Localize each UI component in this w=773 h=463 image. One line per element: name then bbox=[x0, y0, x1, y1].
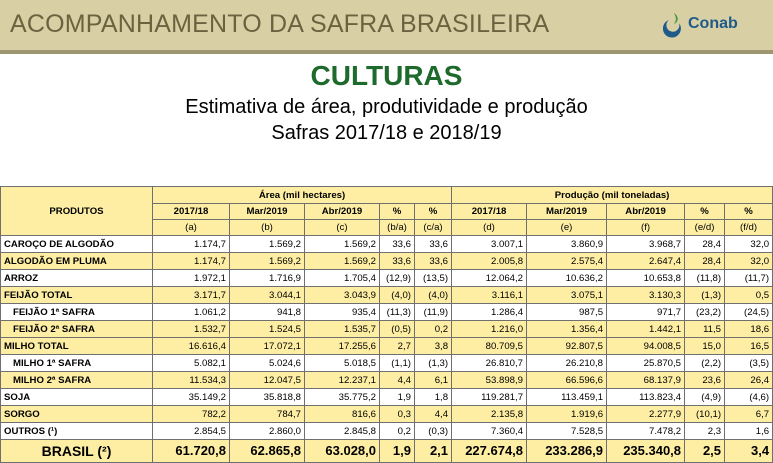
row-label: SORGO bbox=[1, 406, 153, 423]
page-heading: CULTURAS bbox=[310, 60, 463, 91]
row-label: FEIJÃO 2ª SAFRA bbox=[1, 321, 153, 338]
table-cell: 0,2 bbox=[415, 321, 452, 338]
table-cell: 935,4 bbox=[305, 304, 380, 321]
table-row bbox=[1, 253, 773, 270]
table-cell: 1.972,1 bbox=[153, 270, 230, 287]
table-cell: 10.636,2 bbox=[527, 270, 607, 287]
table-cell: 11.534,3 bbox=[153, 372, 230, 389]
table-cell: 5.082,1 bbox=[153, 355, 230, 372]
column-header: % bbox=[380, 204, 415, 220]
column-code: (f/d) bbox=[725, 220, 773, 236]
table-cell: 1.174,7 bbox=[153, 253, 230, 270]
table-cell: 10.653,8 bbox=[607, 270, 685, 287]
page-subtitle: Estimativa de área, produtividade e produção bbox=[185, 96, 588, 118]
table-row bbox=[1, 372, 773, 389]
table-row bbox=[1, 236, 773, 253]
table-cell: 16.616,4 bbox=[153, 338, 230, 355]
table-cell: (24,5) bbox=[725, 304, 773, 321]
table-cell: (1,3) bbox=[415, 355, 452, 372]
table-cell: 1,8 bbox=[415, 389, 452, 406]
table-row bbox=[1, 406, 773, 423]
table-cell: 1.216,0 bbox=[452, 321, 527, 338]
table-cell: 1.569,2 bbox=[305, 236, 380, 253]
table-cell: (11,3) bbox=[380, 304, 415, 321]
column-code: (b/a) bbox=[380, 220, 415, 236]
column-code: (d) bbox=[452, 220, 527, 236]
table-cell: 6,1 bbox=[415, 372, 452, 389]
table-cell: 33,6 bbox=[380, 253, 415, 270]
table-cell: (11,8) bbox=[685, 270, 725, 287]
header-banner bbox=[0, 0, 773, 50]
total-cell: 227.674,8 bbox=[452, 440, 527, 463]
table-cell: 113.823,4 bbox=[607, 389, 685, 406]
table-cell: 3.007,1 bbox=[452, 236, 527, 253]
table-cell: 32,0 bbox=[725, 236, 773, 253]
column-code: (b) bbox=[230, 220, 305, 236]
table-cell: 1,9 bbox=[380, 389, 415, 406]
table-cell: 3.116,1 bbox=[452, 287, 527, 304]
table-cell: 1,6 bbox=[725, 423, 773, 440]
table-cell: (10,1) bbox=[685, 406, 725, 423]
table-cell: 3.860,9 bbox=[527, 236, 607, 253]
column-header: Abr/2019 bbox=[305, 204, 380, 220]
table-cell: 3.968,7 bbox=[607, 236, 685, 253]
table-cell: 16,5 bbox=[725, 338, 773, 355]
table-cell: 784,7 bbox=[230, 406, 305, 423]
table-cell: 987,5 bbox=[527, 304, 607, 321]
row-label: OUTROS (¹) bbox=[1, 423, 153, 440]
row-label: SOJA bbox=[1, 389, 153, 406]
table-cell: 1.535,7 bbox=[305, 321, 380, 338]
table-cell: 7.478,2 bbox=[607, 423, 685, 440]
table-cell: 5.018,5 bbox=[305, 355, 380, 372]
column-code: (f) bbox=[607, 220, 685, 236]
table-cell: 3.044,1 bbox=[230, 287, 305, 304]
table-cell: 2,7 bbox=[380, 338, 415, 355]
row-label: MILHO TOTAL bbox=[1, 338, 153, 355]
total-cell: 63.028,0 bbox=[305, 440, 380, 463]
column-header: Mar/2019 bbox=[527, 204, 607, 220]
table-cell: 28,4 bbox=[685, 236, 725, 253]
table-cell: 2.845,8 bbox=[305, 423, 380, 440]
table-cell: 3.130,3 bbox=[607, 287, 685, 304]
column-code: (a) bbox=[153, 220, 230, 236]
table-cell: 1.532,7 bbox=[153, 321, 230, 338]
table-cell: 25.870,5 bbox=[607, 355, 685, 372]
row-label: ALGODÃO EM PLUMA bbox=[1, 253, 153, 270]
table-cell: 35.149,2 bbox=[153, 389, 230, 406]
conab-logo bbox=[663, 8, 763, 42]
table-cell: 18,6 bbox=[725, 321, 773, 338]
total-row bbox=[1, 440, 773, 463]
table-cell: 33,6 bbox=[380, 236, 415, 253]
table-cell: 94.008,5 bbox=[607, 338, 685, 355]
table-cell: (4,0) bbox=[380, 287, 415, 304]
table-cell: 80.709,5 bbox=[452, 338, 527, 355]
table-cell: 7.360,4 bbox=[452, 423, 527, 440]
row-label: MILHO 1ª SAFRA bbox=[1, 355, 153, 372]
products-header: PRODUTOS bbox=[1, 187, 153, 236]
total-cell: 2,1 bbox=[415, 440, 452, 463]
table-row bbox=[1, 304, 773, 321]
table-cell: 26.210,8 bbox=[527, 355, 607, 372]
table-cell: 12.064,2 bbox=[452, 270, 527, 287]
table-cell: 33,6 bbox=[415, 253, 452, 270]
table-cell: 1.919,6 bbox=[527, 406, 607, 423]
table-cell: 0,3 bbox=[380, 406, 415, 423]
row-label: FEIJÃO TOTAL bbox=[1, 287, 153, 304]
total-label: BRASIL (²) bbox=[1, 440, 153, 463]
table-cell: (0,3) bbox=[415, 423, 452, 440]
table-cell: 1.442,1 bbox=[607, 321, 685, 338]
table-cell: 941,8 bbox=[230, 304, 305, 321]
column-code: (c/a) bbox=[415, 220, 452, 236]
table-row bbox=[1, 287, 773, 304]
table-cell: 0,2 bbox=[380, 423, 415, 440]
table-cell: (11,7) bbox=[725, 270, 773, 287]
table-cell: (12,9) bbox=[380, 270, 415, 287]
table-cell: (4,9) bbox=[685, 389, 725, 406]
table-cell: 2.005,8 bbox=[452, 253, 527, 270]
table-cell: 66.596,6 bbox=[527, 372, 607, 389]
table-cell: 4,4 bbox=[380, 372, 415, 389]
column-code: (c) bbox=[305, 220, 380, 236]
column-header: Mar/2019 bbox=[230, 204, 305, 220]
table-cell: 1.356,4 bbox=[527, 321, 607, 338]
table-row bbox=[1, 270, 773, 287]
table-cell: (0,5) bbox=[380, 321, 415, 338]
table-cell: 3.043,9 bbox=[305, 287, 380, 304]
total-cell: 61.720,8 bbox=[153, 440, 230, 463]
table-cell: 3.075,1 bbox=[527, 287, 607, 304]
table-cell: 2.860,0 bbox=[230, 423, 305, 440]
area-header: Área (mil hectares) bbox=[153, 187, 452, 204]
table-cell: 3,8 bbox=[415, 338, 452, 355]
table-cell: 35.818,8 bbox=[230, 389, 305, 406]
table-cell: 15,0 bbox=[685, 338, 725, 355]
table-cell: 2.647,4 bbox=[607, 253, 685, 270]
table-cell: 1.286,4 bbox=[452, 304, 527, 321]
table-cell: 17.255,6 bbox=[305, 338, 380, 355]
table-cell: 11,5 bbox=[685, 321, 725, 338]
table-cell: 12.237,1 bbox=[305, 372, 380, 389]
table-cell: 35.775,2 bbox=[305, 389, 380, 406]
table-cell: (1,3) bbox=[685, 287, 725, 304]
table-cell: 1.569,2 bbox=[230, 236, 305, 253]
table-cell: (2,2) bbox=[685, 355, 725, 372]
table-row bbox=[1, 389, 773, 406]
table-cell: 5.024,6 bbox=[230, 355, 305, 372]
table-cell: 119.281,7 bbox=[452, 389, 527, 406]
column-header: 2017/18 bbox=[153, 204, 230, 220]
total-cell: 233.286,9 bbox=[527, 440, 607, 463]
table-cell: 6,7 bbox=[725, 406, 773, 423]
column-code: (e/d) bbox=[685, 220, 725, 236]
table-cell: 23,6 bbox=[685, 372, 725, 389]
table-cell: 7.528,5 bbox=[527, 423, 607, 440]
production-header: Produção (mil toneladas) bbox=[452, 187, 773, 204]
column-header: 2017/18 bbox=[452, 204, 527, 220]
table-cell: (4,6) bbox=[725, 389, 773, 406]
row-label: CAROÇO DE ALGODÃO bbox=[1, 236, 153, 253]
table-cell: 32,0 bbox=[725, 253, 773, 270]
table-row bbox=[1, 338, 773, 355]
column-header: Abr/2019 bbox=[607, 204, 685, 220]
table-cell: 33,6 bbox=[415, 236, 452, 253]
table-cell: 1.716,9 bbox=[230, 270, 305, 287]
row-label: FEIJÃO 1ª SAFRA bbox=[1, 304, 153, 321]
header-title: ACOMPANHAMENTO DA SAFRA BRASILEIRA bbox=[10, 10, 550, 38]
table-cell: (1,1) bbox=[380, 355, 415, 372]
total-cell: 3,4 bbox=[725, 440, 773, 463]
row-label: ARROZ bbox=[1, 270, 153, 287]
table-cell: 1.705,4 bbox=[305, 270, 380, 287]
table-cell: 1.569,2 bbox=[230, 253, 305, 270]
table-cell: 26.810,7 bbox=[452, 355, 527, 372]
table-cell: 2,3 bbox=[685, 423, 725, 440]
total-cell: 1,9 bbox=[380, 440, 415, 463]
column-header: % bbox=[725, 204, 773, 220]
table-cell: 971,7 bbox=[607, 304, 685, 321]
table-cell: 17.072,1 bbox=[230, 338, 305, 355]
table-cell: 53.898,9 bbox=[452, 372, 527, 389]
column-header: % bbox=[685, 204, 725, 220]
conab-logo-icon bbox=[663, 10, 685, 40]
table-cell: 26,4 bbox=[725, 372, 773, 389]
total-cell: 2,5 bbox=[685, 440, 725, 463]
table-cell: 2.575,4 bbox=[527, 253, 607, 270]
table-cell: 3.171,7 bbox=[153, 287, 230, 304]
table-cell: 2.135,8 bbox=[452, 406, 527, 423]
table-cell: 1.174,7 bbox=[153, 236, 230, 253]
column-code: (e) bbox=[527, 220, 607, 236]
table-cell: 1.524,5 bbox=[230, 321, 305, 338]
table-cell: (4,0) bbox=[415, 287, 452, 304]
page-subtitle-seasons: Safras 2017/18 e 2018/19 bbox=[271, 122, 502, 144]
row-label: MILHO 2ª SAFRA bbox=[1, 372, 153, 389]
table-cell: 2.277,9 bbox=[607, 406, 685, 423]
table-cell: (23,2) bbox=[685, 304, 725, 321]
table-cell: 816,6 bbox=[305, 406, 380, 423]
table-cell: 0,5 bbox=[725, 287, 773, 304]
table-cell: 4,4 bbox=[415, 406, 452, 423]
total-cell: 62.865,8 bbox=[230, 440, 305, 463]
table-cell: 92.807,5 bbox=[527, 338, 607, 355]
total-cell: 235.340,8 bbox=[607, 440, 685, 463]
table-cell: 782,2 bbox=[153, 406, 230, 423]
table-cell: (11,9) bbox=[415, 304, 452, 321]
table-cell: 28,4 bbox=[685, 253, 725, 270]
table-row bbox=[1, 321, 773, 338]
logo-text: Conab bbox=[688, 15, 738, 32]
table-cell: (13,5) bbox=[415, 270, 452, 287]
table-cell: 2.854,5 bbox=[153, 423, 230, 440]
table-cell: 113.459,1 bbox=[527, 389, 607, 406]
column-header: % bbox=[415, 204, 452, 220]
crop-table bbox=[0, 186, 773, 463]
table-row bbox=[1, 423, 773, 440]
table-row bbox=[1, 355, 773, 372]
header-divider bbox=[0, 50, 773, 54]
table-cell: (3,5) bbox=[725, 355, 773, 372]
table-cell: 12.047,5 bbox=[230, 372, 305, 389]
table-cell: 1.569,2 bbox=[305, 253, 380, 270]
table-cell: 1.061,2 bbox=[153, 304, 230, 321]
table-cell: 68.137,9 bbox=[607, 372, 685, 389]
